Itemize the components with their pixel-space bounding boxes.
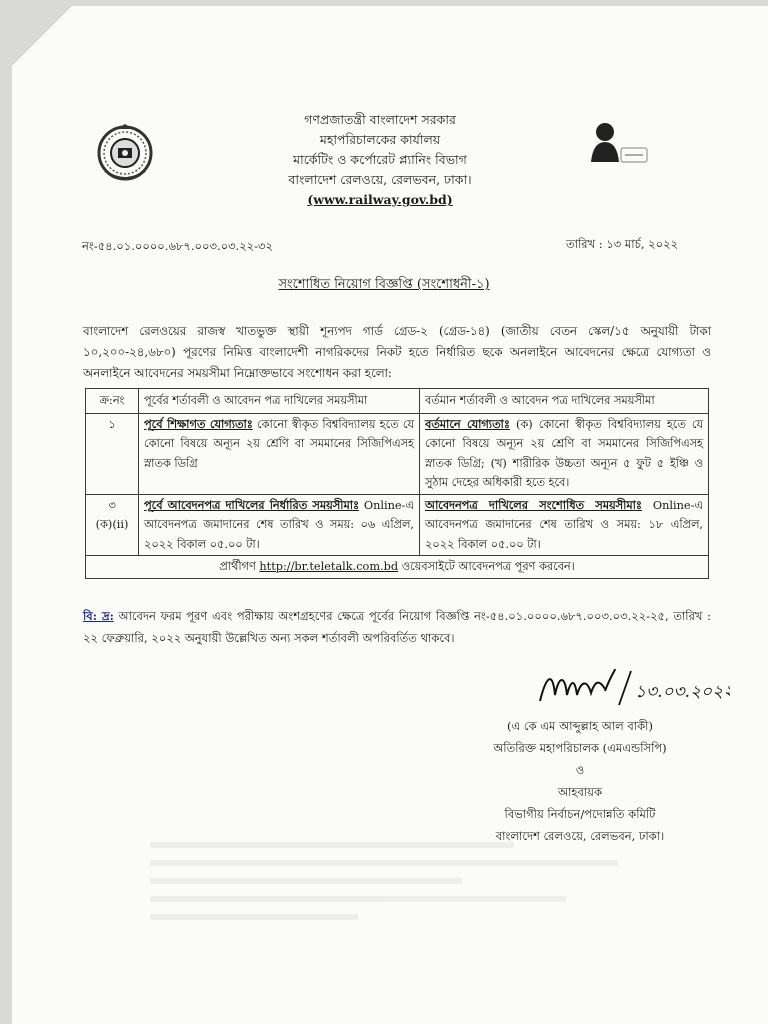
current-condition-cell xyxy=(420,413,709,494)
header-office: মহাপরিচালকের কার্যালয় xyxy=(319,132,441,147)
table-row xyxy=(86,494,709,556)
header-website-link[interactable]: (www.railway.gov.bd) xyxy=(307,192,453,207)
current-label: বর্তমানে যোগ্যতাঃ xyxy=(425,416,510,431)
signatory-title: অতিরিক্ত মহাপরিচালক (এমএন্ডসিপি) xyxy=(493,741,667,755)
header-address: বাংলাদেশ রেলওয়ে, রেলভবন, ঢাকা। xyxy=(288,172,472,187)
previous-label: পূর্বে আবেদনপত্র দাখিলের নির্ধারিত সময়সীমাঃ xyxy=(144,497,360,512)
note-label: বি: দ্র: xyxy=(83,609,114,623)
current-condition-cell xyxy=(420,494,709,556)
current-text: Online-এ আবেদনপত্র জমাদানের শেষ তারিখ ও সময়: ১৮ এপ্রিল, ২০২২ বিকাল ০৫.০০ টা। xyxy=(425,498,703,551)
memo-number: নং-৫৪.০১.০০০০.৬৮৭.০০৩.০৩.২২-৩২ xyxy=(82,239,274,253)
bleed-through-texture xyxy=(150,830,670,970)
header-government: গণপ্রজাতন্ত্রী বাংলাদেশ সরকার xyxy=(304,112,456,127)
footer-suffix: ওয়েবসাইটে আবেদনপত্র পূরণ করবেন। xyxy=(398,560,575,573)
note-paragraph xyxy=(83,605,711,649)
subject-title: সংশোধিত নিয়োগ বিজ্ঞপ্তি (সংশোধনী-১) xyxy=(278,277,490,292)
serial-cell xyxy=(86,494,139,556)
current-text: (ক) কোনো স্বীকৃত বিশ্ববিদ্যালয় হতে যে কোনো বিষয়ে অন্যূন ২য় শ্রেণি বা সমমানের সিজিপিএসহ স্নাতক ডিগ্রি; (খ) শারীরিক উচ্চতা অন্যূন ৫ ফুট ৫ ইঞ্চি ও সুঠাম দেহের অধিকারী হতে হবে। xyxy=(425,417,703,489)
signatory-role: আহবায়ক xyxy=(557,785,602,799)
serial-subnumber: (ক)(ii) xyxy=(95,518,129,531)
footer-prefix: প্রার্থীগণ xyxy=(219,560,260,573)
signatory-conjunction: ও xyxy=(575,763,585,777)
handwritten-signature xyxy=(535,665,730,714)
table-header-cell: বর্তমান শর্তাবলী ও আবেদন পত্র দাখিলের সময়সীমা xyxy=(420,389,709,414)
teletalk-link[interactable]: http://br.teletalk.com.bd xyxy=(259,560,399,573)
previous-text: কোনো স্বীকৃত বিশ্ববিদ্যালয় হতে যে কোনো বিষয়ে অন্যূন ২য় শ্রেণি বা সমমানের সিজিপিএসহ স্নাতক ডিগ্রি xyxy=(144,417,414,470)
table-footer-row xyxy=(86,556,709,579)
table-row xyxy=(86,413,709,494)
serial-cell xyxy=(86,413,139,494)
table-footer-cell xyxy=(86,556,709,579)
table-header-cell: ক্র:নং xyxy=(86,389,139,414)
previous-label: পূর্বে শিক্ষাগত যোগ্যতাঃ xyxy=(144,416,253,431)
amendment-table xyxy=(85,388,709,579)
previous-text: Online-এ আবেদনপত্র জমাদানের শেষ তারিখ ও সময়: ০৬ এপ্রিল, ২০২২ বিকাল ০৫.০০ টা। xyxy=(144,498,414,551)
serial-number: ৩ xyxy=(108,498,116,512)
signatory-organization: বাংলাদেশ রেলওয়ে, রেলভবন, ঢাকা। xyxy=(495,829,665,843)
current-label: আবেদনপত্র দাখিলের সংশোধিত সময়সীমাঃ xyxy=(425,497,642,512)
table-header-row xyxy=(86,389,709,414)
signatory-block xyxy=(450,715,710,847)
signatory-committee: বিভাগীয় নির্বাচন/পদোন্নতি কমিটি xyxy=(504,807,656,821)
intro-paragraph: বাংলাদেশ রেলওয়ের রাজস্ব খাতভুক্ত স্থায়ী শূন্যপদ গার্ড গ্রেড-২ (গ্রেড-১৪) (জাতীয় বেতন স্কেল/১৫ অনুযায়ী টাকা ১০,২০০-২৪,৬৮০) পূরণের নিমিত্ত বাংলাদেশী নাগরিকদের নিকট হতে নির্ধারিত ছকে অনলাইনে আবেদনের ক্ষেত্রে যোগ্যতা ও অনলাইনে আবেদনের সময়সীমা নিম্নোক্তভাবে সংশোধন করা হলো: xyxy=(83,324,711,380)
previous-condition-cell xyxy=(139,413,420,494)
signatory-name: (এ কে এম আব্দুল্লাহ আল বাকী) xyxy=(507,719,653,733)
note-text: আবেদন ফরম পূরণ এবং পরীক্ষায় অংশগ্রহণের ক্ষেত্রে পূর্বের নিয়োগ বিজ্ঞপ্তি নং-৫৪.০১.০০০০.৬৮৭.০০৩.০৩.২২-২৫, তারিখ : ২২ ফেব্রুয়ারি, ২০২২ অনুযায়ী উল্লেখিত অন্য সকল শর্তাবলী অপরিবর্তিত থাকবে। xyxy=(83,609,712,645)
railway-emblem-icon xyxy=(95,123,155,187)
header-department: মার্কেটিং ও কর্পোরেট প্ল্যানিং বিভাগ xyxy=(293,152,467,167)
issue-date: তারিখ : ১৩ মার্চ, ২০২২ xyxy=(566,237,679,251)
serial-number: ১ xyxy=(108,417,116,431)
mujib-borsho-logo-icon xyxy=(585,118,655,174)
previous-condition-cell xyxy=(139,494,420,556)
letterhead xyxy=(230,110,530,210)
table-header-cell: পূর্বের শর্তাবলী ও আবেদন পত্র দাখিলের সময়সীমা xyxy=(139,389,420,414)
signature-date: ১৩.০৩.২০২২ xyxy=(635,682,730,702)
